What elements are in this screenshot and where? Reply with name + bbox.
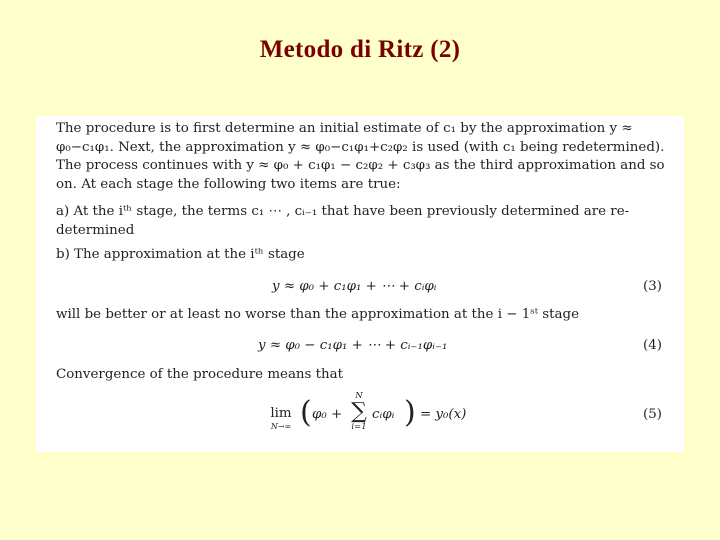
limit-operator [264,406,298,432]
equation-5-number: (5) [643,407,662,422]
slide-title: Metodo di Ritz (2) [259,36,461,63]
equation-3: y ≈ φ₀ + c₁φ₁ + ⋯ + cᵢφᵢ [272,279,437,294]
equation-3-number: (3) [643,279,662,294]
equation-5 [264,391,504,444]
right-paren: ) [404,395,416,430]
equation-4: y ≈ φ₀ − c₁φ₁ + ⋯ + cᵢ₋₁φᵢ₋₁ [258,338,448,353]
limit-subscript: N→∞ [270,422,292,431]
intro-paragraph [56,120,670,194]
equation-5-left-term: φ₀ + [312,407,343,422]
item-b [56,246,670,265]
equation-5-summand: cᵢφᵢ [372,407,395,422]
intro-line-1: The procedure is to first determine an initial estimate of c₁ by the approximation y ≈ [56,121,633,136]
summation-sigma: ∑ [351,399,367,424]
intro-line-3: The process continues with y ≈ φ₀ + c₁φ₁ − c₂φ₂ + c₃φ₃ as the third approximation and so [56,158,665,173]
equation-5-rhs: = y₀(x) [420,407,467,422]
item-a-line-1: a) At the iᵗʰ stage, the terms c₁ ⋯ , cᵢ₋₁ that have been previously determined are re- [56,204,630,219]
summation-upper: N [355,391,363,401]
item-a [56,203,670,240]
convergence-paragraph: Convergence of the procedure means that [56,367,344,382]
summation-symbol [350,392,368,432]
summation-lower: i=1 [351,422,367,432]
content-panel [36,116,684,452]
equation-4-number: (4) [643,338,662,353]
left-paren: ( [300,395,312,430]
limit-word: lim [270,406,292,421]
intro-line-2: φ₀−c₁φ₁. Next, the approximation y ≈ φ₀−c₁φ₁+c₂φ₂ is used (with c₁ being redetermined). [56,139,665,155]
item-b-line: b) The approximation at the iᵗʰ stage [56,247,305,262]
comparison-paragraph: will be better or at least no worse than the approximation at the i − 1ˢᵗ stage [56,307,580,322]
intro-line-4: on. At each stage the following two items are true: [56,176,401,192]
item-a-line-2: determined [56,222,135,238]
